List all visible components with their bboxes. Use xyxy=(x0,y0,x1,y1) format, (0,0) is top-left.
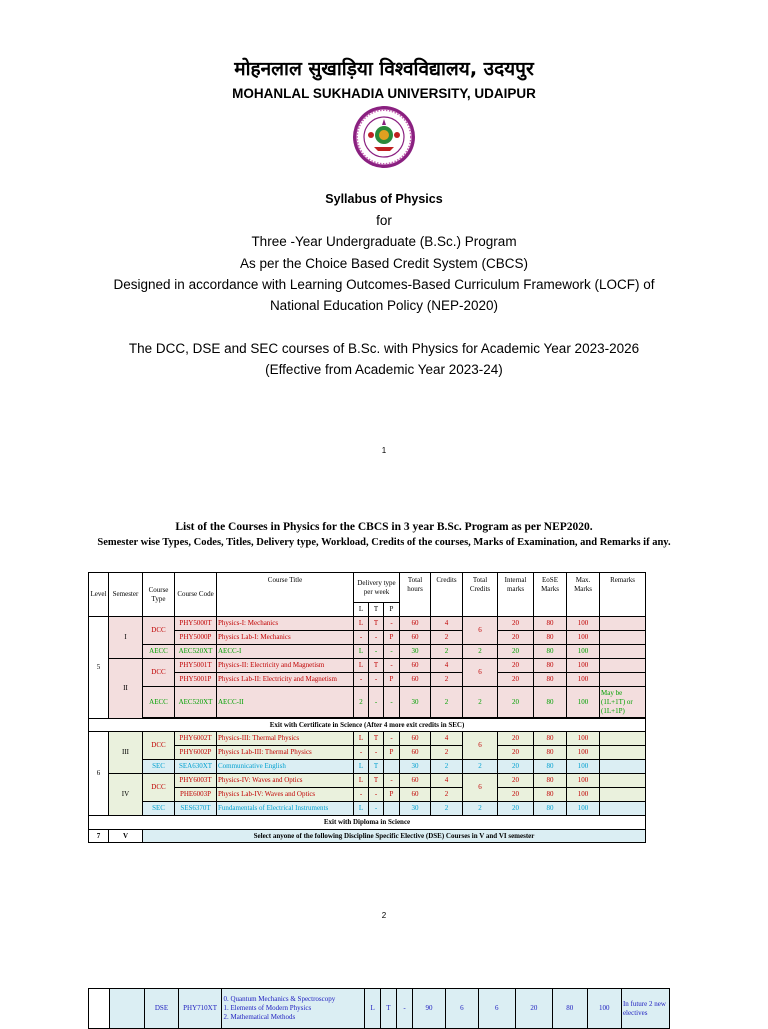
remarks-cell xyxy=(600,659,646,673)
t-cell: - xyxy=(369,802,384,816)
university-seal-logo xyxy=(352,105,416,169)
eose-cell: 80 xyxy=(534,760,567,774)
remarks-cell xyxy=(600,645,646,659)
code-cell: SES6370T xyxy=(175,802,217,816)
l-cell: L xyxy=(354,802,369,816)
t-cell: T xyxy=(369,659,384,673)
total-credits-cell: 6 xyxy=(463,732,498,760)
cover-line: As per the Choice Based Credit System (CBCS) xyxy=(239,256,529,271)
table-row xyxy=(89,732,671,746)
l-cell: L xyxy=(354,774,369,788)
credits-cell: 2 xyxy=(431,673,463,687)
page-number: 1 xyxy=(381,446,387,455)
hours-cell: 90 xyxy=(413,989,445,1029)
max-cell: 100 xyxy=(567,687,600,718)
header-eose: EoSE Marks xyxy=(534,573,567,617)
t-cell: - xyxy=(369,631,384,645)
t-cell: T xyxy=(369,617,384,631)
hours-cell: 60 xyxy=(400,746,431,760)
l-cell: L xyxy=(354,760,369,774)
remarks-cell xyxy=(600,746,646,760)
remarks-cell xyxy=(600,774,646,788)
eose-cell: 80 xyxy=(534,645,567,659)
credits-cell: 4 xyxy=(431,659,463,673)
course-list-title: List of the Courses in Physics for the CBCS in 3 year B.Sc. Program as per NEP2020. xyxy=(175,521,593,533)
type-cell: DCC xyxy=(143,659,175,687)
table-row xyxy=(89,673,671,687)
credits-cell: 6 xyxy=(445,989,478,1029)
code-cell: PHY5000P xyxy=(175,631,217,645)
code-cell: PHY6002P xyxy=(175,746,217,760)
title-cell: Physics Lab-II: Electricity and Magnetism xyxy=(217,673,354,687)
p-cell: P xyxy=(384,673,400,687)
total-credits-cell: 2 xyxy=(463,645,498,659)
internal-cell: 20 xyxy=(498,732,534,746)
max-cell: 100 xyxy=(567,760,600,774)
dse-option: 1. Elements of Modern Physics xyxy=(223,1004,312,1012)
eose-cell: 80 xyxy=(534,732,567,746)
header-t: T xyxy=(369,603,384,617)
semester-cell: IV xyxy=(109,774,143,816)
table-row xyxy=(89,617,671,631)
code-cell: AEC520XT xyxy=(175,645,217,659)
table-row xyxy=(89,687,671,718)
type-cell: DCC xyxy=(143,732,175,760)
table-row xyxy=(89,816,671,830)
max-cell: 100 xyxy=(567,802,600,816)
university-name-hindi: मोहनलाल सुखाड़िया विश्वविद्यालय, उदयपुर xyxy=(234,58,534,80)
title-cell: Physics Lab-III: Thermal Physics xyxy=(217,746,354,760)
title-cell: Physics Lab-I: Mechanics xyxy=(217,631,354,645)
internal-cell: 20 xyxy=(498,659,534,673)
hours-cell: 60 xyxy=(400,788,431,802)
hours-cell: 60 xyxy=(400,659,431,673)
p-cell: - xyxy=(384,687,400,718)
l-cell: - xyxy=(354,788,369,802)
eose-cell: 80 xyxy=(534,774,567,788)
hours-cell: 60 xyxy=(400,732,431,746)
code-cell: SEA630XT xyxy=(175,760,217,774)
eose-cell: 80 xyxy=(534,802,567,816)
total-credits-cell: 2 xyxy=(463,760,498,774)
max-cell: 100 xyxy=(567,617,600,631)
max-cell: 100 xyxy=(567,631,600,645)
page-number: 2 xyxy=(381,911,387,920)
internal-cell: 20 xyxy=(498,617,534,631)
type-cell: DCC xyxy=(143,774,175,802)
t-cell: T xyxy=(381,989,397,1029)
title-cell: Physics Lab-IV: Waves and Optics xyxy=(217,788,354,802)
remarks-cell xyxy=(600,732,646,746)
table-row xyxy=(89,746,671,760)
remarks-cell xyxy=(600,617,646,631)
internal-cell: 20 xyxy=(498,788,534,802)
header-delivery: Delivery type per week xyxy=(354,573,400,603)
level-cell: 6 xyxy=(89,732,109,816)
cover-title: Syllabus of Physics xyxy=(325,192,443,206)
l-cell: L xyxy=(354,617,369,631)
dse-table xyxy=(88,988,670,1029)
eose-cell: 80 xyxy=(534,687,567,718)
credits-cell: 2 xyxy=(431,760,463,774)
type-cell: DCC xyxy=(143,617,175,645)
hours-cell: 60 xyxy=(400,631,431,645)
dse-option: 2. Mathematical Methods xyxy=(223,1013,296,1021)
header-course-code: Course Code xyxy=(175,573,217,617)
eose-cell: 80 xyxy=(553,989,587,1029)
header-total-hours: Total hours xyxy=(400,573,431,617)
max-cell: 100 xyxy=(567,732,600,746)
code-cell: PHY5001T xyxy=(175,659,217,673)
code-cell: PHY5000T xyxy=(175,617,217,631)
header-l: L xyxy=(354,603,369,617)
total-credits-cell: 6 xyxy=(479,989,516,1029)
credits-cell: 2 xyxy=(431,687,463,718)
code-cell: PHY5001P xyxy=(175,673,217,687)
table-row xyxy=(89,830,671,843)
header-course-title: Course Title xyxy=(217,573,354,617)
p-cell xyxy=(384,802,400,816)
title-cell: Physics-II: Electricity and Magnetism xyxy=(217,659,354,673)
t-cell: T xyxy=(369,760,384,774)
l-cell: - xyxy=(354,746,369,760)
max-cell: 100 xyxy=(567,774,600,788)
p-cell: - xyxy=(384,659,400,673)
header-semester: Semester xyxy=(109,573,143,617)
hours-cell: 30 xyxy=(400,645,431,659)
credits-cell: 2 xyxy=(431,802,463,816)
eose-cell: 80 xyxy=(534,788,567,802)
credits-cell: 2 xyxy=(431,631,463,645)
level-cell xyxy=(89,989,110,1029)
header-p: P xyxy=(384,603,400,617)
header-internal: Internal marks xyxy=(498,573,534,617)
l-cell: L xyxy=(354,659,369,673)
internal-cell: 20 xyxy=(498,760,534,774)
semester-cell: II xyxy=(109,659,143,719)
l-cell: - xyxy=(354,673,369,687)
eose-cell: 80 xyxy=(534,631,567,645)
table-row xyxy=(89,659,671,673)
p-cell: - xyxy=(384,774,400,788)
header-remarks: Remarks xyxy=(600,573,646,617)
title-cell: Physics-III: Thermal Physics xyxy=(217,732,354,746)
hours-cell: 30 xyxy=(400,760,431,774)
title-cell: AECC-I xyxy=(217,645,354,659)
eose-cell: 80 xyxy=(534,673,567,687)
cover-line: (Effective from Academic Year 2023-24) xyxy=(265,362,503,377)
semester-cell: III xyxy=(109,732,143,774)
remarks-cell xyxy=(600,760,646,774)
l-cell: L xyxy=(354,732,369,746)
title-cell: Communicative English xyxy=(217,760,354,774)
level-cell: 7 xyxy=(89,830,109,843)
internal-cell: 20 xyxy=(498,746,534,760)
p-cell: P xyxy=(384,746,400,760)
semester-cell xyxy=(109,989,144,1029)
exit-certificate-row: Exit with Certificate in Science (After 4 more exit credits in SEC) xyxy=(89,719,646,732)
remarks-cell xyxy=(600,802,646,816)
dse-note-row: Select anyone of the following Discipline Specific Elective (DSE) Courses in V and VI semester xyxy=(143,830,646,843)
table-row xyxy=(89,989,670,1029)
remarks-cell xyxy=(600,788,646,802)
title-cell: AECC-II xyxy=(217,687,354,718)
cover-line: Three -Year Undergraduate (B.Sc.) Program xyxy=(251,234,517,249)
code-cell: PHY6003T xyxy=(175,774,217,788)
type-cell: DSE xyxy=(145,989,178,1029)
max-cell: 100 xyxy=(567,673,600,687)
university-name: MOHANLAL SUKHADIA UNIVERSITY, UDAIPUR xyxy=(232,86,536,101)
l-cell: 2 xyxy=(354,687,369,718)
eose-cell: 80 xyxy=(534,746,567,760)
internal-cell: 20 xyxy=(498,687,534,718)
max-cell: 100 xyxy=(567,645,600,659)
p-cell: - xyxy=(384,732,400,746)
p-cell: P xyxy=(384,788,400,802)
title-cell xyxy=(222,989,365,1029)
credits-cell: 4 xyxy=(431,732,463,746)
t-cell: T xyxy=(369,732,384,746)
p-cell: - xyxy=(396,989,413,1029)
credits-cell: 2 xyxy=(431,746,463,760)
internal-cell: 20 xyxy=(498,673,534,687)
max-cell: 100 xyxy=(567,659,600,673)
semester-cell: V xyxy=(109,830,143,843)
internal-cell: 20 xyxy=(498,631,534,645)
header-course-type: Course Type xyxy=(143,573,175,617)
max-cell: 100 xyxy=(567,788,600,802)
total-credits-cell: 2 xyxy=(463,687,498,718)
type-cell: SEC xyxy=(143,760,175,774)
header-level: Level xyxy=(89,573,109,617)
code-cell: PHY6002T xyxy=(175,732,217,746)
credits-cell: 4 xyxy=(431,617,463,631)
remarks-cell xyxy=(600,673,646,687)
code-cell: AEC520XT xyxy=(175,687,217,718)
total-credits-cell: 6 xyxy=(463,774,498,802)
title-cell: Physics-I: Mechanics xyxy=(217,617,354,631)
total-credits-cell: 6 xyxy=(463,617,498,645)
semester-cell: I xyxy=(109,617,143,659)
internal-cell: 20 xyxy=(498,802,534,816)
cover-line: Designed in accordance with Learning Outcomes-Based Curriculum Framework (LOCF) of xyxy=(113,277,655,292)
total-credits-cell: 6 xyxy=(463,659,498,687)
eose-cell: 80 xyxy=(534,617,567,631)
course-table xyxy=(88,572,670,843)
table-row xyxy=(89,760,671,774)
t-cell: T xyxy=(369,774,384,788)
p-cell: P xyxy=(384,631,400,645)
internal-cell: 20 xyxy=(498,774,534,788)
hours-cell: 60 xyxy=(400,774,431,788)
t-cell: - xyxy=(369,673,384,687)
table-row xyxy=(89,802,671,816)
table-row xyxy=(89,631,671,645)
total-credits-cell: 2 xyxy=(463,802,498,816)
course-list-subtitle: Semester wise Types, Codes, Titles, Delivery type, Workload, Credits of the courses, Marks of Examination, and Remarks if any. xyxy=(97,537,671,548)
internal-cell: 20 xyxy=(515,989,553,1029)
exit-diploma-row: Exit with Diploma in Science xyxy=(89,816,646,830)
l-cell: - xyxy=(354,631,369,645)
table-row xyxy=(89,719,671,732)
cover-line: for xyxy=(376,213,392,228)
cover-line: The DCC, DSE and SEC courses of B.Sc. with Physics for Academic Year 2023-2026 xyxy=(128,341,640,356)
credits-cell: 4 xyxy=(431,774,463,788)
t-cell: - xyxy=(369,687,384,718)
type-cell: AECC xyxy=(143,687,175,718)
code-cell: PHY710XT xyxy=(178,989,222,1029)
cover-line: National Education Policy (NEP-2020) xyxy=(269,298,499,313)
internal-cell: 20 xyxy=(498,645,534,659)
p-cell: - xyxy=(384,645,400,659)
l-cell: L xyxy=(354,645,369,659)
max-cell: 100 xyxy=(587,989,621,1029)
hours-cell: 60 xyxy=(400,617,431,631)
table-row xyxy=(89,788,671,802)
eose-cell: 80 xyxy=(534,659,567,673)
p-cell xyxy=(384,760,400,774)
header-credits: Credits xyxy=(431,573,463,617)
l-cell: L xyxy=(365,989,381,1029)
table-row xyxy=(89,774,671,788)
hours-cell: 60 xyxy=(400,673,431,687)
max-cell: 100 xyxy=(567,746,600,760)
p-cell: - xyxy=(384,617,400,631)
title-cell: Physics-IV: Waves and Optics xyxy=(217,774,354,788)
header-total-credits: Total Credits xyxy=(463,573,498,617)
t-cell: - xyxy=(369,746,384,760)
credits-cell: 2 xyxy=(431,788,463,802)
type-cell: AECC xyxy=(143,645,175,659)
remarks-cell: In future 2 new electives xyxy=(621,989,669,1029)
code-cell: PHE6003P xyxy=(175,788,217,802)
level-cell: 5 xyxy=(89,617,109,719)
t-cell: - xyxy=(369,788,384,802)
type-cell: SEC xyxy=(143,802,175,816)
credits-cell: 2 xyxy=(431,645,463,659)
remarks-cell xyxy=(600,631,646,645)
dse-option: 0. Quantum Mechanics & Spectroscopy xyxy=(223,995,336,1003)
hours-cell: 30 xyxy=(400,802,431,816)
header-max: Max. Marks xyxy=(567,573,600,617)
table-row xyxy=(89,645,671,659)
t-cell: - xyxy=(369,645,384,659)
title-cell: Fundamentals of Electrical Instruments xyxy=(217,802,354,816)
hours-cell: 30 xyxy=(400,687,431,718)
remarks-cell: May be (1L+1T) or (1L+1P) xyxy=(600,687,646,718)
